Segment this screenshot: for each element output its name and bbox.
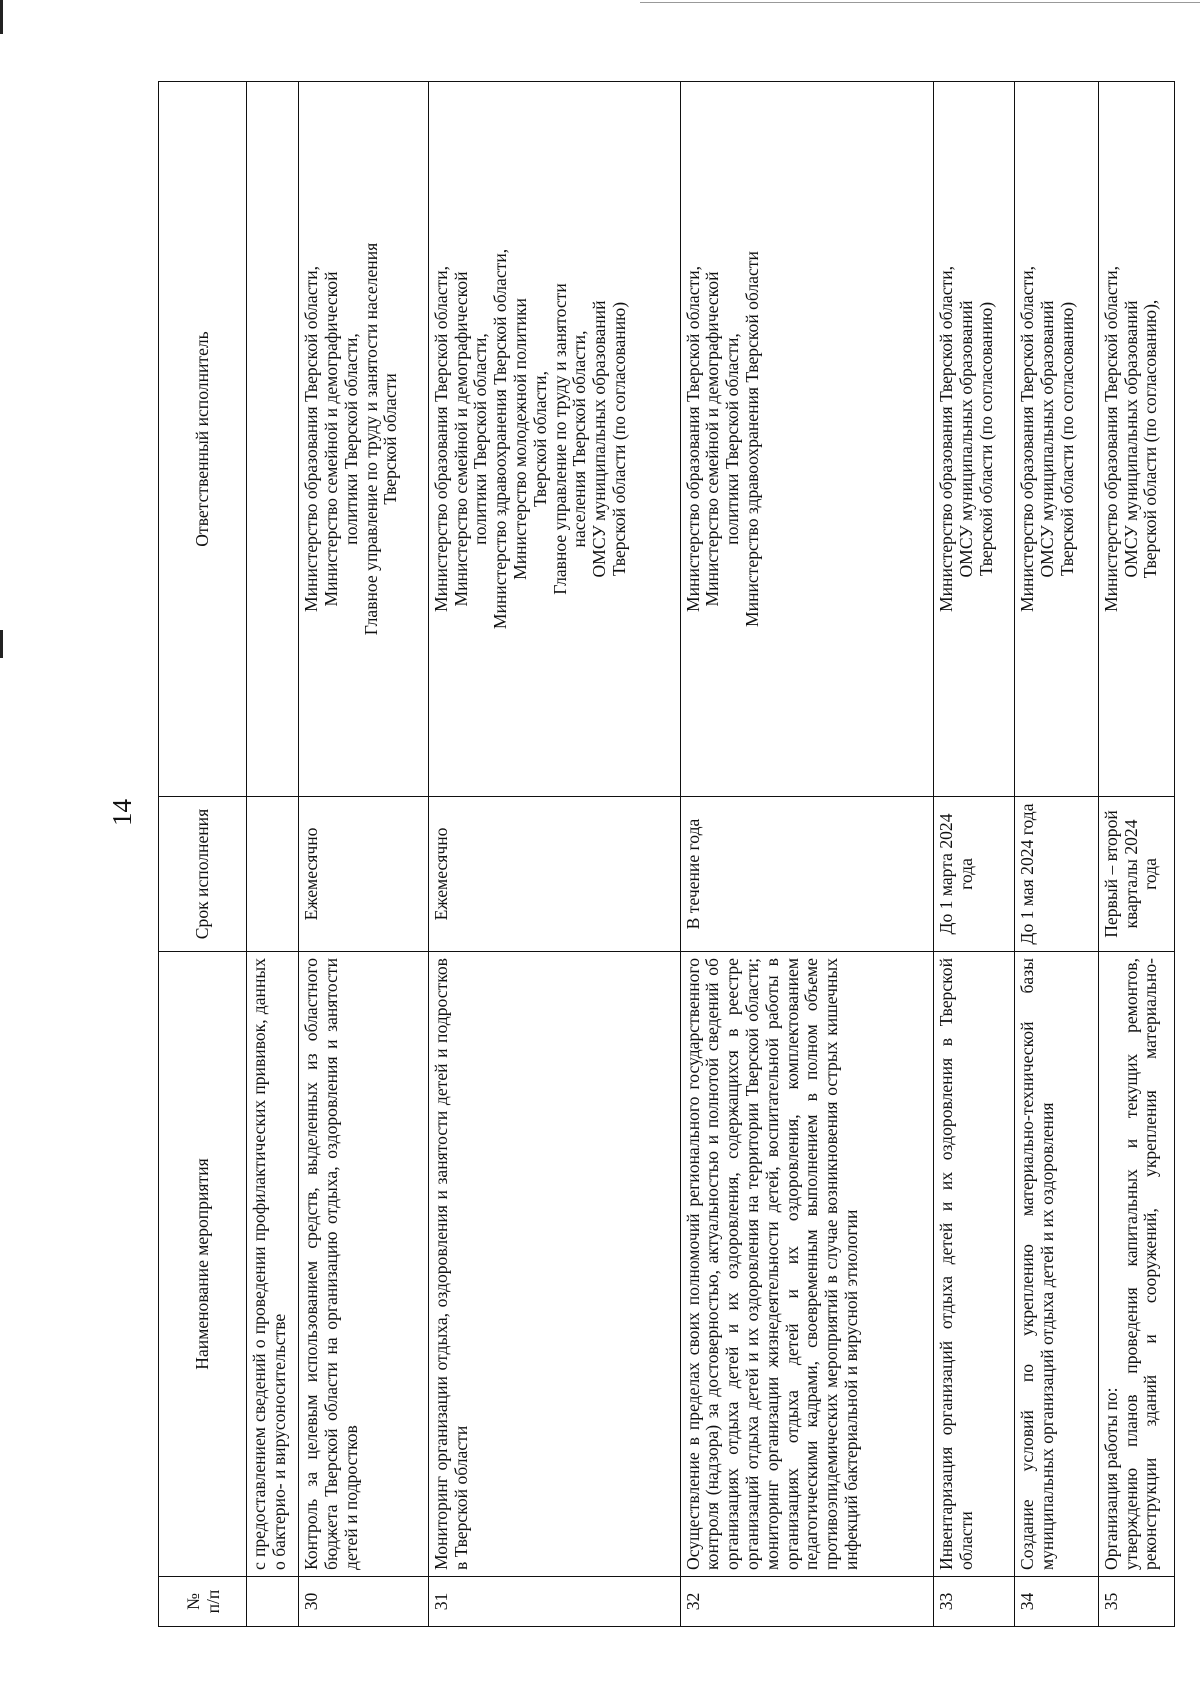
- rotated-table-wrapper: [158, 82, 1175, 1627]
- responsible-line: Министерство образования Тверской области,: [301, 265, 322, 613]
- responsible-line: Министерство семейной и демографической: [450, 271, 471, 607]
- table-row: [299, 82, 429, 1627]
- row-responsible: [934, 82, 1015, 797]
- responsible-line: Министерство семейной и демографической: [702, 271, 723, 607]
- responsible-line: Министерство здравоохранения Тверской области,: [490, 248, 511, 630]
- table-header-row: [159, 82, 247, 1627]
- responsible-line: ОМСУ муниципальных образований: [1036, 300, 1057, 578]
- responsible-line: Тверской области (по согласованию): [1056, 301, 1077, 577]
- row-measure-name: Инвентаризация организаций отдыха детей и их оздоровления в Тверской области: [934, 952, 1015, 1577]
- row-term: До 1 марта 2024 года: [934, 797, 1015, 952]
- responsible-line: политики Тверской области,: [722, 333, 743, 545]
- row-term: До 1 мая 2024 года: [1015, 797, 1099, 952]
- row-measure-name: с предоставлением сведений о проведении профилактических прививок, данных о бактерио- и вирусоносительстве: [247, 952, 299, 1577]
- row-number: [247, 1577, 299, 1627]
- responsible-line: политики Тверской области,: [470, 333, 491, 545]
- responsible-line: Тверской области (по согласованию),: [1140, 299, 1161, 579]
- responsible-line: Тверской области,: [529, 371, 550, 507]
- measure-line: реконструкции зданий и сооружений, укрепления материально-: [1140, 958, 1161, 1570]
- responsible-line: Тверской области (по согласованию): [609, 301, 630, 577]
- scan-line-top: [640, 2, 1200, 3]
- scan-mark-left: [0, 630, 3, 658]
- row-responsible: [299, 82, 429, 797]
- measures-table: [158, 81, 1175, 1627]
- column-header-number: [159, 1577, 247, 1627]
- row-measure-name: Создание условий по укреплению материально-технической базы муниципальных организаций отдыха детей и их оздоровления: [1015, 952, 1099, 1577]
- row-term: В течение года: [680, 797, 934, 952]
- column-header-name: Наименование мероприятия: [159, 952, 247, 1577]
- table-row: [1015, 82, 1099, 1627]
- row-number: 35: [1098, 1577, 1174, 1627]
- row-responsible: [1015, 82, 1099, 797]
- row-responsible: [247, 82, 299, 797]
- responsible-line: Министерство образования Тверской области,: [430, 265, 451, 613]
- responsible-line: политики Тверской области,: [340, 333, 361, 545]
- column-header-responsible: Ответственный исполнитель: [159, 82, 247, 797]
- responsible-line: Министерство здравоохранения Тверской области: [741, 251, 762, 627]
- row-number: 30: [299, 1577, 429, 1627]
- row-term: Ежемесячно: [299, 797, 429, 952]
- table-row: [1098, 82, 1174, 1627]
- row-measure-name: Мониторинг организации отдыха, оздоровления и занятости детей и подростков в Тверской области: [428, 952, 680, 1577]
- row-measure-name: Контроль за целевым использованием средств, выделенных из областного бюджета Тверской области на организацию отдыха, оздоровления и занятости детей и подростков: [299, 952, 429, 1577]
- table-row: [680, 82, 934, 1627]
- responsible-line: Главное управление по труду и занятости: [549, 283, 570, 595]
- responsible-line: Министерство образования Тверской области,: [936, 265, 957, 613]
- responsible-line: Министерство семейной и демографической: [320, 271, 341, 607]
- responsible-line: Министерство образования Тверской области,: [682, 265, 703, 613]
- responsible-line: Тверской области: [380, 373, 401, 505]
- row-measure-name: Осуществление в пределах своих полномочий регионального государственного контроля (надзора) за достоверностью, актуальностью и полнотой сведений об организациях отдыха детей и их оздоровления, содержащихся в реестре организаций отдыха детей и их оздоровления на территории Тверской области; мониторинг организации жизнедеятельности детей, воспитательной работы в организациях отдыха детей и их оздоровления, комплектованием педагогическими кадрами, своевременным выполнением в полном объеме противоэпидемических мероприятий в случае возникновения острых кишечных инфекций бактериальной и вирусной этиологии: [680, 952, 934, 1577]
- responsible-line: Министерство образования Тверской области,: [1100, 265, 1121, 613]
- row-term: [247, 797, 299, 952]
- responsible-line: Министерство молодежной политики: [510, 298, 531, 580]
- column-header-number-label: № п/п: [182, 1589, 223, 1614]
- responsible-line: Главное управление по труду и занятости населения: [360, 242, 381, 636]
- row-number: 31: [428, 1577, 680, 1627]
- responsible-line: ОМСУ муниципальных образований: [956, 300, 977, 578]
- row-measure-name: [1098, 952, 1174, 1577]
- table-row: [247, 82, 299, 1627]
- table-row: [934, 82, 1015, 1627]
- row-responsible: [428, 82, 680, 797]
- row-number: 33: [934, 1577, 1015, 1627]
- responsible-line: Тверской области (по согласованию): [976, 301, 997, 577]
- column-header-term: Срок исполнения: [159, 797, 247, 952]
- row-responsible: [680, 82, 934, 797]
- responsible-line: населения Тверской области,: [569, 330, 590, 548]
- scan-mark-top: [0, 0, 3, 34]
- row-number: 34: [1015, 1577, 1099, 1627]
- responsible-line: ОМСУ муниципальных образований: [1120, 300, 1141, 578]
- page-number: 14: [107, 799, 137, 826]
- responsible-line: Министерство образования Тверской области,: [1017, 265, 1037, 613]
- measure-line: утверждению планов проведения капитальных и текущих ремонтов,: [1120, 958, 1141, 1570]
- measure-line: Организация работы по:: [1100, 1387, 1121, 1570]
- row-term: Первый – второй кварталы 2024 года: [1098, 797, 1174, 952]
- row-responsible: [1098, 82, 1174, 797]
- responsible-line: ОМСУ муниципальных образований: [589, 300, 610, 578]
- row-number: 32: [680, 1577, 934, 1627]
- table-row: [428, 82, 680, 1627]
- row-term: Ежемесячно: [428, 797, 680, 952]
